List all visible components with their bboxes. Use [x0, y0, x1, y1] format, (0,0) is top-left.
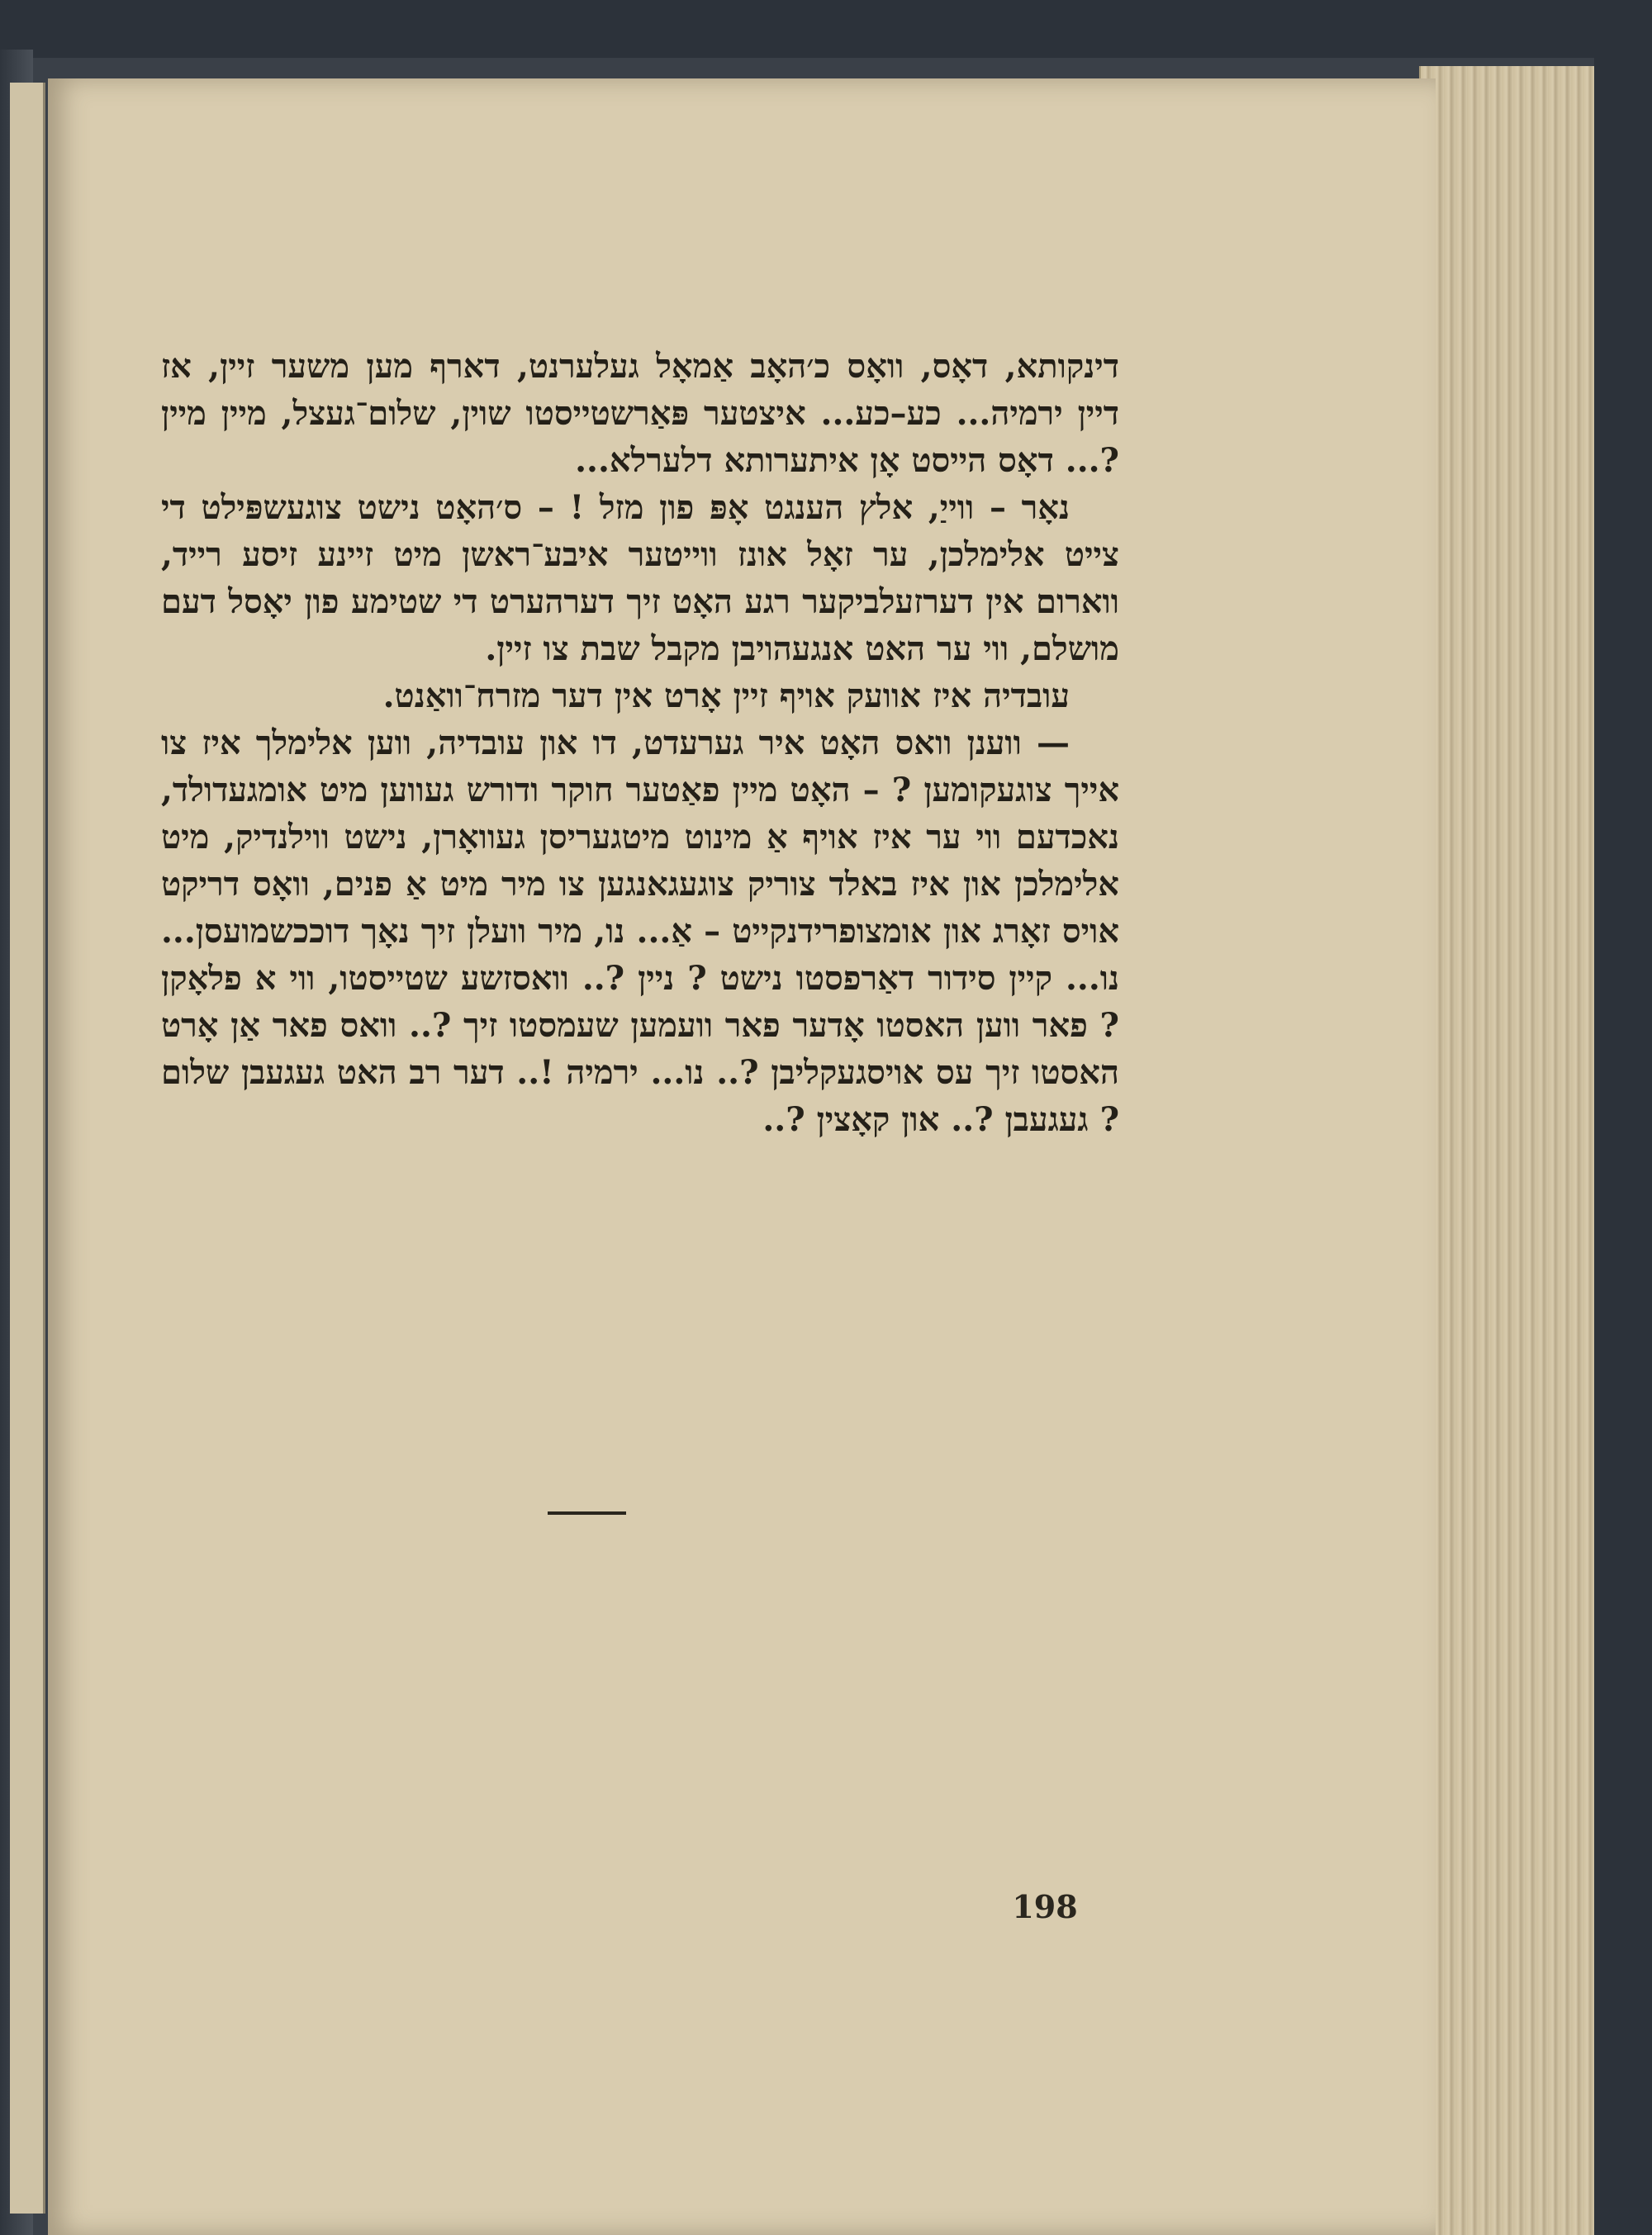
- page-number: 198: [1012, 1888, 1078, 1925]
- left-page-edge: [10, 83, 45, 2214]
- paragraph-4: — ווענן וואס האָט איר גערעדט, דו און עובדיה, ווען אלימלך איז צו אייך צוגעקומען ? – האָט מיין פאַטער חוקר ודורש געווען מיט אומגעדולד, נאכדעם ווי ער איז אויף אַ מינוט מיטגעריסן געוואָרן, נישט ווילנדיק, מיט אלימלכן און איז באלד צוריק צוגעגאנגען צו מיר מיט אַ פנים, וואָס דריקט אויס זאָרג און אומצופרידנקייט – אַ... נו, מיר וועלן זיך נאָך דוככשמועסן... נו... קיין סידור דאַרפסטו נישט ? ניין ?.. וואסזשע שטייסטו, ווי א פלאָקן ? פאר ווען האסטו אָדער פאר וועמען שעמסטו זיך ?.. וואס פאר אַן אָרט האסטו זיך עס אויסגעקליבן ?.. נו... ירמיה !.. דער רב האט געגעבן שלום ? געגעבן ?.. און קאָצין ?..: [161, 724, 1120, 1139]
- book-cover-right: [1594, 58, 1652, 2235]
- section-divider: [548, 1511, 626, 1515]
- book-cover-top: [0, 0, 1652, 58]
- page-stack-edges: [1419, 66, 1602, 2235]
- paragraph-1: דינקותא, דאָס, וואָס כ׳האָב אַמאָל געלערנט, דארף מען משער זיין, אז דיין ירמיה... כע–כע... איצטער פּאַרשטייסטו שוין, שלום־געצל, מיין מיין ?... דאָס הייסט אָן איתערותא דלערלא...: [161, 347, 1119, 480]
- paragraph-3: עובדיה איז אוועק אויף זיין אָרט אין דער מזרח־וואַנט.: [382, 676, 1070, 715]
- page-text: [161, 343, 1119, 1143]
- paragraph-2: נאָר – ווייַ, אלץ הענגט אָפּ פון מזל ! – ס׳האָט נישט צוגעשפּילט די צייט אלימלכן, ער זאָל אונז ווייטער איבע־ראשן מיט זיינע זיסע רייד, ווארום אין דערזעלביקער רגע האָט זיך דערהערט די שטימע פון יאָסל דעם מושלם, ווי ער האט אנגעהויבן מקבל שבת צו זיין.: [161, 488, 1119, 668]
